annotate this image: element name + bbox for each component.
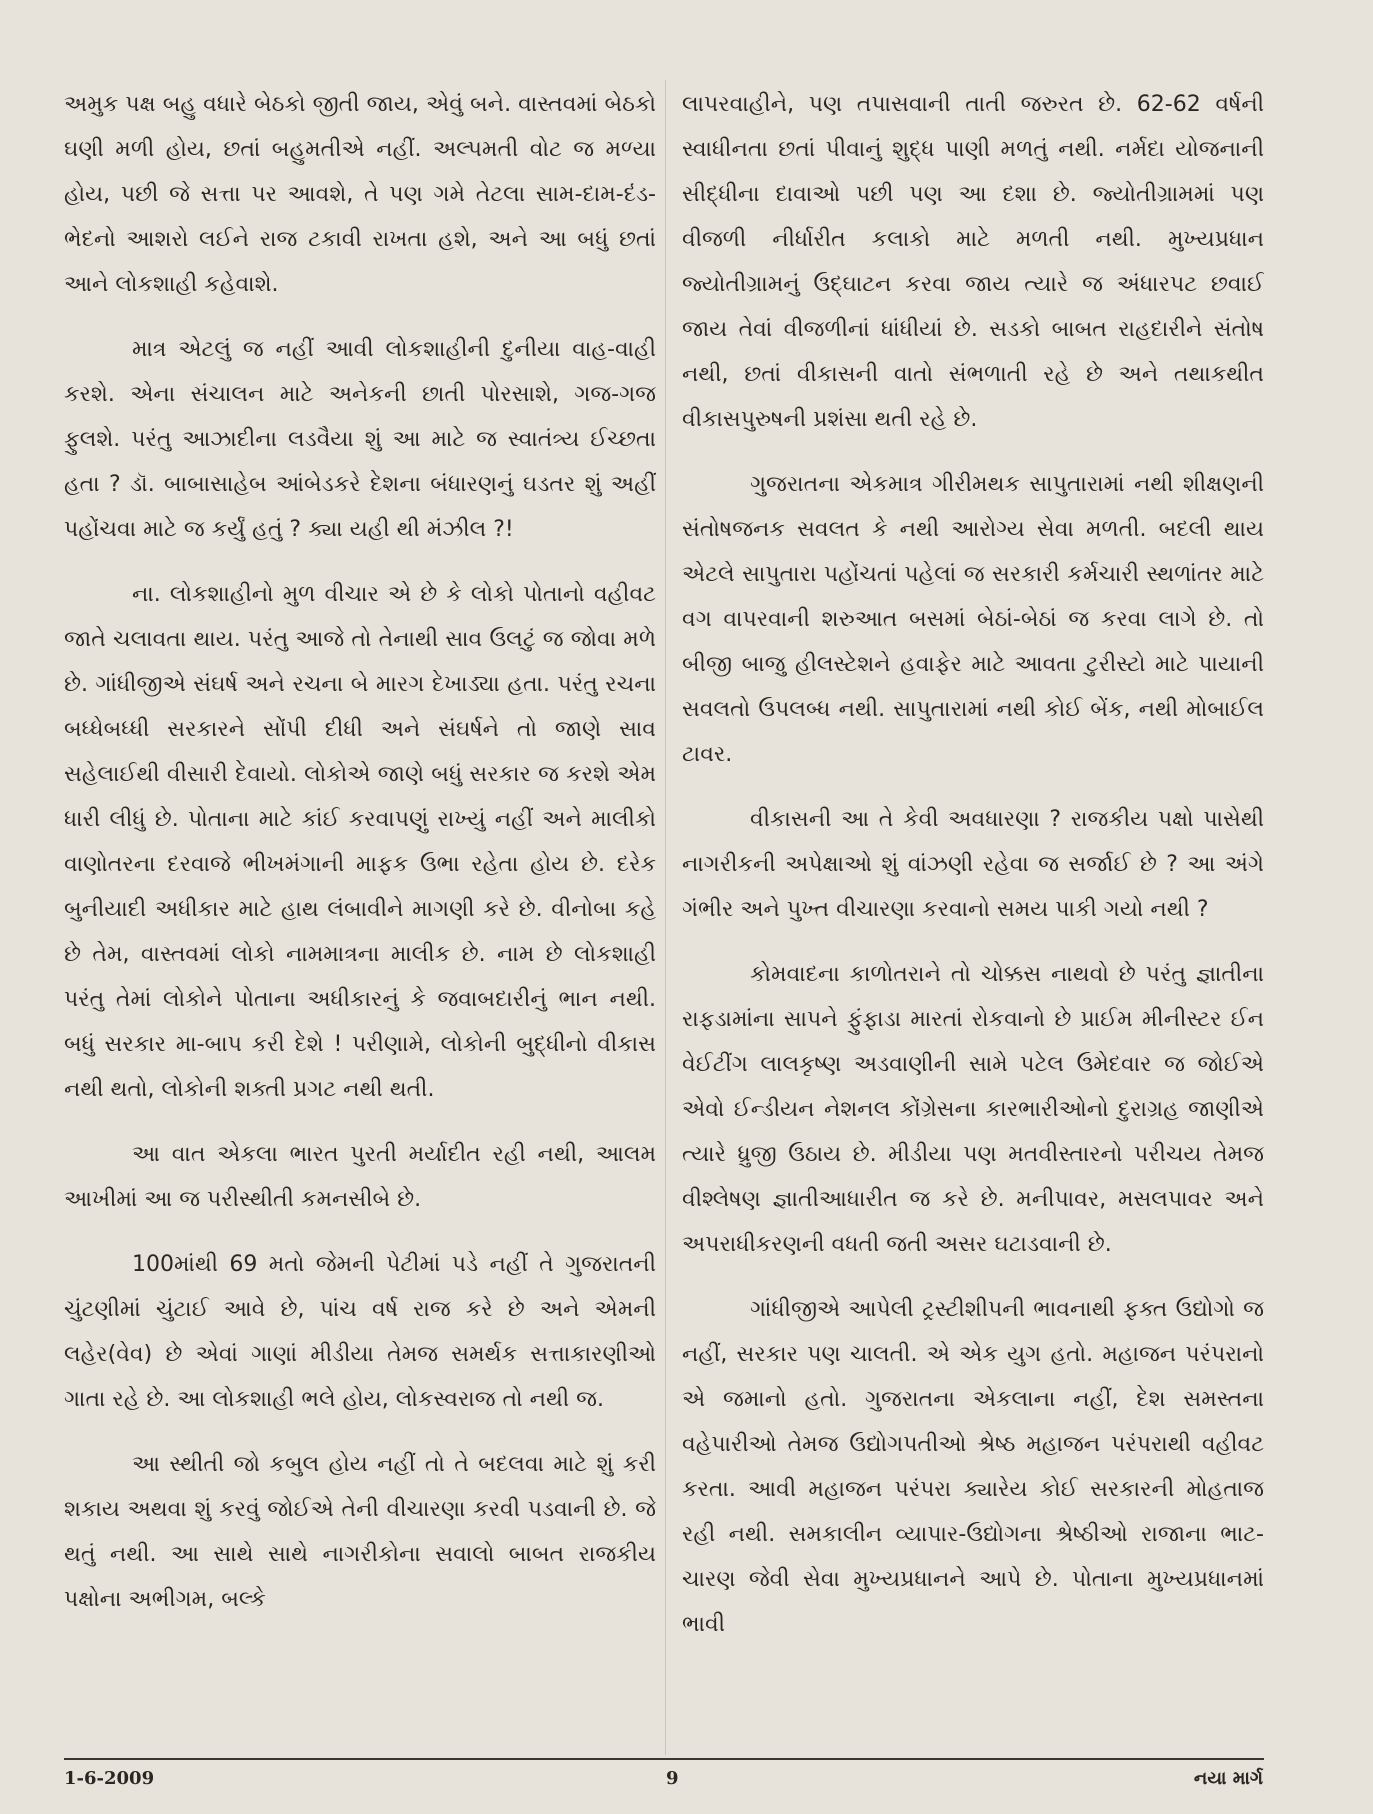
paragraph: વીકાસની આ તે કેવી અવધારણા ? રાજકીય પક્ષો પાસેથી નાગરીકની અપેક્ષાઓ શું વાંઝણી રહેવા જ સર્જાઈ છે ? આ અંગે ગંભીર અને પુખ્ત વીચારણા કરવાનો સમય પાકી ગયો નથી ?	[682, 807, 1264, 922]
paragraph: માત્ર એટલું જ નહીં આવી લોકશાહીની દુનીયા વાહ-વાહી કરશે. એના સંચાલન માટે અનેકની છાતી પોરસાશે, ગજ-ગજ ફુલશે. પરંતુ આઝાદીના લડવૈયા શું આ માટે જ સ્વાતંત્ર્ય ઈચ્છતા હતા ? ડૉ. બાબાસાહેબ આંબેડકરે દેશના બંધારણનું ઘડતર શું અહીં પહોંચવા માટે જ કર્યું હતું ? ક્યા યહી થી મંઝીલ ?!	[64, 337, 656, 542]
column-divider	[665, 80, 666, 1755]
paragraph: ગુજરાતના એકમાત્ર ગીરીમથક સાપુતારામાં નથી શીક્ષણની સંતોષજનક સવલત કે નથી આરોગ્ય સેવા મળતી. બદલી થાય એટલે સાપુતારા પહોંચતાં પહેલાં જ સરકારી કર્મચારી સ્થળાંતર માટે વગ વાપરવાની શરુઆત બસમાં બેઠાં-બેઠાં જ કરવા લાગે છે. તો બીજી બાજુ હીલસ્ટેશને હવાફેર માટે આવતા ટુરીસ્ટો માટે પાયાની સવલતો ઉપલબ્ધ નથી. સાપુતારામાં નથી કોઈ બેંક, નથી મોબાઈલ ટાવર.	[682, 472, 1264, 767]
paragraph: લાપરવાહીને, પણ તપાસવાની તાતી જરુરત છે. 62-62 વર્ષની સ્વાધીનતા છતાં પીવાનું શુદ્ધ પાણી મળતું નથી. નર્મદા યોજનાની સીદ્ધીના દાવાઓ પછી પણ આ દશા છે. જ્યોતીગ્રામમાં પણ વીજળી નીર્ધારીત કલાકો માટે મળતી નથી. મુખ્યપ્રધાન જ્યોતીગ્રામનું ઉદ્ઘાટન કરવા જાય ત્યારે જ અંધારપટ છવાઈ જાય તેવાં વીજળીનાં ધાંધીયાં છે. સડકો બાબત રાહદારીને સંતોષ નથી, છતાં વીકાસની વાતો સંભળાતી રહે છે અને તથાકથીત વીકાસપુરુષની પ્રશંસા થતી રહે છે.	[682, 92, 1264, 432]
paragraph: ગાંધીજીએ આપેલી ટ્રસ્ટીશીપની ભાવનાથી ફક્ત ઉદ્યોગો જ નહીં, સરકાર પણ ચાલતી. એ એક યુગ હતો. મહાજન પરંપરાનો એ જમાનો હતો. ગુજરાતના એકલાના નહીં, દેશ સમસ્તના વહેપારીઓ તેમજ ઉદ્યોગપતીઓ શ્રેષ્ઠ મહાજન પરંપરાથી વહીવટ કરતા. આવી મહાજન પરંપરા ક્યારેય કોઈ સરકારની મોહતાજ રહી નથી. સમકાલીન વ્યાપાર-ઉદ્યોગના શ્રેષ્ઠીઓ રાજાના ભાટ-ચારણ જેવી સેવા મુખ્યપ્રધાનને આપે છે. પોતાના મુખ્યપ્રધાનમાં ભાવી	[682, 1297, 1264, 1637]
paragraph: અમુક પક્ષ બહુ વધારે બેઠકો જીતી જાય, એવું બને. વાસ્તવમાં બેઠકો ઘણી મળી હોય, છતાં બહુમતીએ નહીં. અલ્પમતી વોટ જ મળ્યા હોય, પછી જે સત્તા પર આવશે, તે પણ ગમે તેટલા સામ-દામ-દંડ-ભેદનો આશરો લઈને રાજ ટકાવી રાખતા હશે, અને આ બધું છતાં આને લોકશાહી કહેવાશે.	[64, 92, 656, 297]
paragraph: આ સ્થીતી જો કબુલ હોય નહીં તો તે બદલવા માટે શું કરી શકાય અથવા શું કરવું જોઈએ તેની વીચારણા કરવી પડવાની છે. જે થતું નથી. આ સાથે સાથે નાગરીકોના સવાલો બાબત રાજકીય પક્ષોના અભીગમ, બલ્કે	[64, 1452, 656, 1612]
page-number: 9	[666, 1768, 679, 1789]
paragraph: 100માંથી 69 મતો જેમની પેટીમાં પડે નહીં તે ગુજરાતની ચુંટણીમાં ચુંટાઈ આવે છે, પાંચ વર્ષ રાજ કરે છે અને એમની લહેર(વેવ) છે એવાં ગાણાં મીડીયા તેમજ સમર્થક સત્તાકારણીઓ ગાતા રહે છે. આ લોકશાહી ભલે હોય, લોકસ્વરાજ તો નથી જ.	[64, 1252, 656, 1412]
paragraph: કોમવાદના કાળોતરાને તો ચોક્કસ નાથવો છે પરંતુ જ્ઞાતીના રાફડામાંના સાપને ફુંફાડા મારતાં રોકવાનો છે પ્રાઈમ મીનીસ્ટર ઈન વેઈટીંગ લાલકૃષ્ણ અડવાણીની સામે પટેલ ઉમેદવાર જ જોઈએ એવો ઈન્ડીયન નેશનલ કોંગ્રેસના કારભારીઓનો દુરાગ્રહ જાણીએ ત્યારે ધ્રુજી ઉઠાય છે. મીડીયા પણ મતવીસ્તારનો પરીચય તેમજ વીશ્લેષણ જ્ઞાતીઆધારીત જ કરે છે. મનીપાવર, મસલપાવર અને અપરાધીકરણની વધતી જતી અસર ઘટાડવાની છે.	[682, 962, 1264, 1257]
paragraph: ના. લોકશાહીનો મુળ વીચાર એ છે કે લોકો પોતાનો વહીવટ જાતે ચલાવતા થાય. પરંતુ આજે તો તેનાથી સાવ ઉલટું જ જોવા મળે છે. ગાંધીજીએ સંઘર્ષ અને રચના બે મારગ દેખાડ્યા હતા. પરંતુ રચના બધ્ધેબધ્ધી સરકારને સોંપી દીધી અને સંઘર્ષને તો જાણે સાવ સહેલાઈથી વીસારી દેવાયો. લોકોએ જાણે બધું સરકાર જ કરશે એમ ધારી લીધું છે. પોતાના માટે કાંઈ કરવાપણું રાખ્યું નહીં અને માલીકો વાણોતરના દરવાજે ભીખમંગાની માફક ઉભા રહેતા હોય છે. દરેક બુનીયાદી અધીકાર માટે હાથ લંબાવીને માગણી કરે છે. વીનોબા કહે છે તેમ, વાસ્તવમાં લોકો નામમાત્રના માલીક છે. નામ છે લોકશાહી પરંતુ તેમાં લોકોને પોતાના અધીકારનું કે જવાબદારીનું ભાન નથી. બધું સરકાર મા-બાપ કરી દેશે ! પરીણામે, લોકોની બુદ્ધીનો વીકાસ નથી થતો, લોકોની શક્તી પ્રગટ નથી થતી.	[64, 582, 656, 1102]
right-column	[682, 82, 1264, 1752]
left-column	[64, 82, 656, 1752]
footer-date: 1-6-2009	[64, 1768, 155, 1789]
footer-rule	[64, 1758, 1264, 1760]
paragraph: આ વાત એકલા ભારત પુરતી મર્યાદીત રહી નથી, આલમ આખીમાં આ જ પરીસ્થીતી કમનસીબે છે.	[64, 1142, 656, 1212]
magazine-name: નયા માર્ગ	[1193, 1768, 1263, 1789]
